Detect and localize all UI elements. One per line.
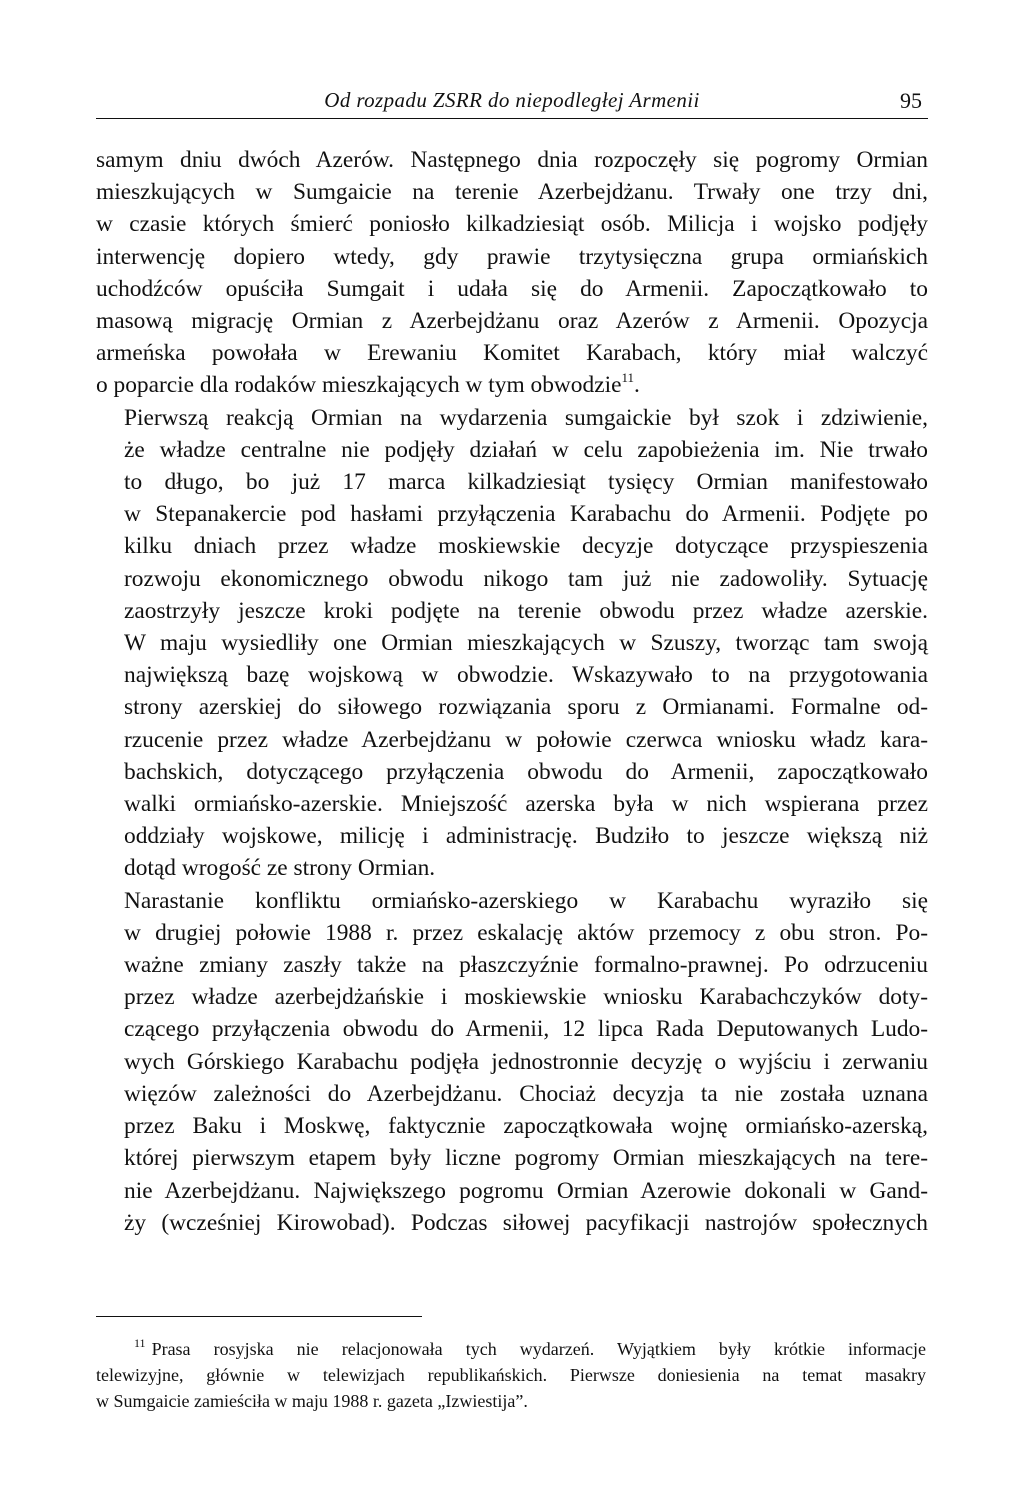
running-title: Od rozpadu ZSRR do niepodległej Armenii xyxy=(324,88,700,112)
text-line: nie Azerbejdżanu. Największego pogromu Ormian Azerowie dokonali w Gand- xyxy=(124,1177,928,1204)
sentence-end: . xyxy=(634,372,640,399)
text-line: Narastanie konfliktu ormiańsko-azerskiego w Karabachu wyraziło się xyxy=(124,887,928,914)
text-line: armeńska powołała w Erewaniu Komitet Karabach, który miał walczyć xyxy=(96,340,928,367)
text-line: strony azerskiej do siłowego rozwiązania sporu z Ormianami. Formalne od- xyxy=(124,694,928,721)
text-line: największą bazę wojskową w obwodzie. Wskazywało to na przygotowania xyxy=(124,662,928,689)
text-line: to długo, bo już 17 marca kilkadziesiąt tysięcy Ormian manifestowało xyxy=(124,469,928,496)
paragraph-3 xyxy=(96,885,928,1239)
text-line: kilku dniach przez władze moskiewskie decyzje dotyczące przyspieszenia xyxy=(124,533,928,560)
footnote xyxy=(96,1336,926,1414)
text-line: przez władze azerbejdżańskie i moskiewskie wniosku Karabachczyków doty- xyxy=(124,984,928,1011)
text-line: zaostrzyły jeszcze kroki podjęte na terenie obwodu przez władze azerskie. xyxy=(124,597,928,624)
page-header xyxy=(96,88,928,119)
text-line: że władze centralne nie podjęły działań w celu zapobieżenia im. Nie trwało xyxy=(124,436,928,463)
footnote-marker: 11 xyxy=(134,1336,146,1350)
text-line: mieszkujących w Sumgaicie na terenie Azerbejdżanu. Trwały one trzy dni, xyxy=(96,179,928,206)
footnote-separator xyxy=(96,1316,422,1317)
text-line: rzucenie przez władze Azerbejdżanu w połowie czerwca wniosku władz kara- xyxy=(124,726,928,753)
text-line: oddziały wojskowe, milicję i administrację. Budziło to jeszcze większą niż xyxy=(124,823,928,850)
text-line: W maju wysiedliły one Ormian mieszkających w Szuszy, tworząc tam swoją xyxy=(124,630,928,657)
text-fragment: o poparcie dla rodaków mieszkających w tym obwodzie xyxy=(96,372,622,399)
footnote-line-last: w Sumgaicie zamieściła w maju 1988 r. gazeta „Izwiestija”. xyxy=(96,1391,528,1411)
footnote-line: telewizyjne, głównie w telewizjach republikańskich. Pierwsze doniesienia na temat masakry xyxy=(96,1365,926,1385)
page-number: 95 xyxy=(900,88,922,113)
text-line: interwencję dopiero wtedy, gdy prawie trzytysięczna grupa ormiańskich xyxy=(96,243,928,270)
text-line: w drugiej połowie 1988 r. przez eskalację aktów przemocy z obu stron. Po- xyxy=(124,919,928,946)
text-line: masową migrację Ormian z Azerbejdżanu oraz Azerów z Armenii. Opozycja xyxy=(96,308,928,335)
footnote-line xyxy=(96,1336,926,1362)
text-line: ważne zmiany zaszły także na płaszczyźnie formalno-prawnej. Po odrzuceniu xyxy=(124,952,928,979)
text-line: bachskich, dotyczącego przyłączenia obwodu do Armenii, zapoczątkowało xyxy=(124,758,928,785)
footnote-reference: 11 xyxy=(621,370,634,386)
text-line: czącego przyłączenia obwodu do Armenii, 12 lipca Rada Deputowanych Ludo- xyxy=(124,1016,928,1043)
paragraph-1 xyxy=(96,144,928,402)
main-text xyxy=(96,144,928,1239)
text-line: Pierwszą reakcją Ormian na wydarzenia sumgaickie był szok i zdziwienie, xyxy=(124,404,928,431)
text-line: uchodźców opuściła Sumgait i udała się do Armenii. Zapoczątkowało to xyxy=(96,275,928,302)
text-line: samym dniu dwóch Azerów. Następnego dnia rozpoczęły się pogromy Ormian xyxy=(96,147,928,173)
text-line: której pierwszym etapem były liczne pogromy Ormian mieszkających na tere- xyxy=(124,1145,928,1172)
text-line: rozwoju ekonomicznego obwodu nikogo tam już nie zadowoliły. Sytuację xyxy=(124,565,928,592)
text-line: w czasie których śmierć poniosło kilkadziesiąt osób. Milicja i wojsko podjęły xyxy=(96,211,928,238)
text-line: walki ormiańsko-azerskie. Mniejszość azerska była w nich wspierana przez xyxy=(124,791,928,818)
text-line-last: dotąd wrogość ze strony Ormian. xyxy=(124,855,436,882)
text-line: więzów zależności do Azerbejdżanu. Chociaż decyzja ta nie została uznana xyxy=(124,1080,928,1107)
footnote-text: Prasa rosyjska nie relacjonowała tych wydarzeń. Wyjątkiem były krótkie informacje xyxy=(151,1339,926,1359)
text-line: przez Baku i Moskwę, faktycznie zapoczątkowała wojnę ormiańsko-azerską, xyxy=(124,1113,928,1140)
text-line: ży (wcześniej Kirowobad). Podczas siłowej pacyfikacji nastrojów społecznych xyxy=(124,1209,928,1236)
text-line: w Stepanakercie pod hasłami przyłączenia Karabachu do Armenii. Podjęte po xyxy=(124,501,928,528)
text-line: wych Górskiego Karabachu podjęła jednostronnie decyzję o wyjściu i zerwaniu xyxy=(124,1048,928,1075)
paragraph-2 xyxy=(96,402,928,885)
text-line-last xyxy=(96,369,928,401)
